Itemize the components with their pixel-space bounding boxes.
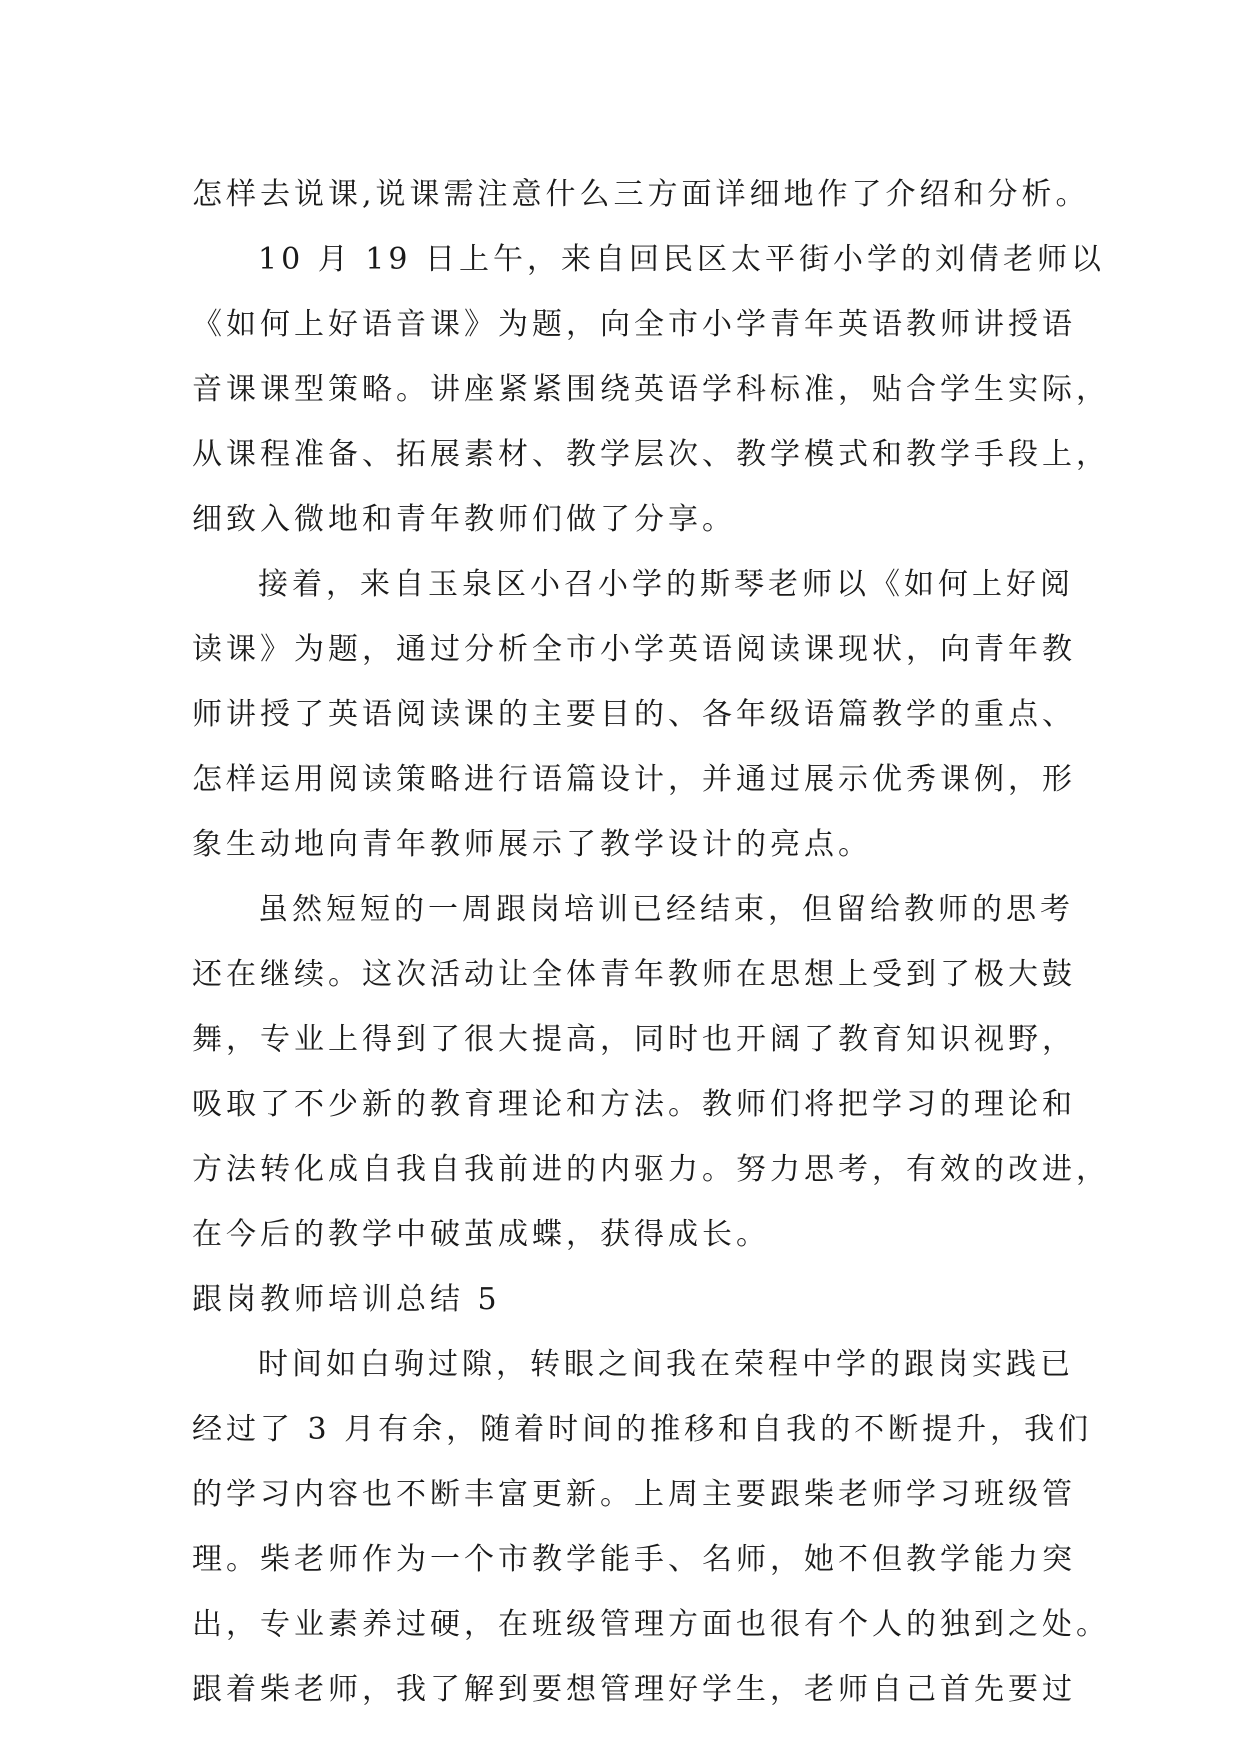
- text-line: 经过了 3 月有余，随着时间的推移和自我的不断提升，我们: [192, 1412, 1093, 1447]
- text-line: 音课课型策略。讲座紧紧围绕英语学科标准，贴合学生实际，: [192, 372, 1110, 407]
- text-line: 理。柴老师作为一个市教学能手、名师，她不但教学能力突: [192, 1542, 1076, 1577]
- text-line: 跟着柴老师，我了解到要想管理好学生，老师自己首先要过: [192, 1672, 1076, 1707]
- text-line: 在今后的教学中破茧成蝶，获得成长。: [192, 1217, 770, 1252]
- document-body: [192, 162, 1110, 1722]
- text-line: 的学习内容也不断丰富更新。上周主要跟柴老师学习班级管: [192, 1477, 1076, 1512]
- text-line: 怎样去说课,说课需注意什么三方面详细地作了介绍和分析。: [192, 177, 1090, 212]
- text-line: 象生动地向青年教师展示了教学设计的亮点。: [192, 827, 872, 862]
- text-line: 吸取了不少新的教育理论和方法。教师们将把学习的理论和: [192, 1087, 1076, 1122]
- text-line: 怎样运用阅读策略进行语篇设计，并通过展示优秀课例，形: [192, 762, 1076, 797]
- paragraph-start-line: 10 月 19 日上午，来自回民区太平街小学的刘倩老师以: [258, 242, 1105, 277]
- text-line: 出，专业素养过硬，在班级管理方面也很有个人的独到之处。: [192, 1607, 1110, 1642]
- text-line: 师讲授了英语阅读课的主要目的、各年级语篇教学的重点、: [192, 697, 1076, 732]
- text-line: 读课》为题，通过分析全市小学英语阅读课现状，向青年教: [192, 632, 1076, 667]
- paragraph-start-line: 虽然短短的一周跟岗培训已经结束，但留给教师的思考: [258, 892, 1074, 927]
- paragraph-start-line: 时间如白驹过隙，转眼之间我在荣程中学的跟岗实践已: [258, 1347, 1074, 1382]
- text-line: 还在继续。这次活动让全体青年教师在思想上受到了极大鼓: [192, 957, 1076, 992]
- section-heading: 跟岗教师培训总结 5: [192, 1282, 501, 1317]
- text-line: 方法转化成自我自我前进的内驱力。努力思考，有效的改进，: [192, 1152, 1110, 1187]
- text-line: 《如何上好语音课》为题，向全市小学青年英语教师讲授语: [192, 307, 1076, 342]
- text-line: 细致入微地和青年教师们做了分享。: [192, 502, 736, 537]
- paragraph-start-line: 接着，来自玉泉区小召小学的斯琴老师以《如何上好阅: [258, 567, 1074, 602]
- text-line: 舞，专业上得到了很大提高，同时也开阔了教育知识视野，: [192, 1022, 1076, 1057]
- text-line: 从课程准备、拓展素材、教学层次、教学模式和教学手段上，: [192, 437, 1110, 472]
